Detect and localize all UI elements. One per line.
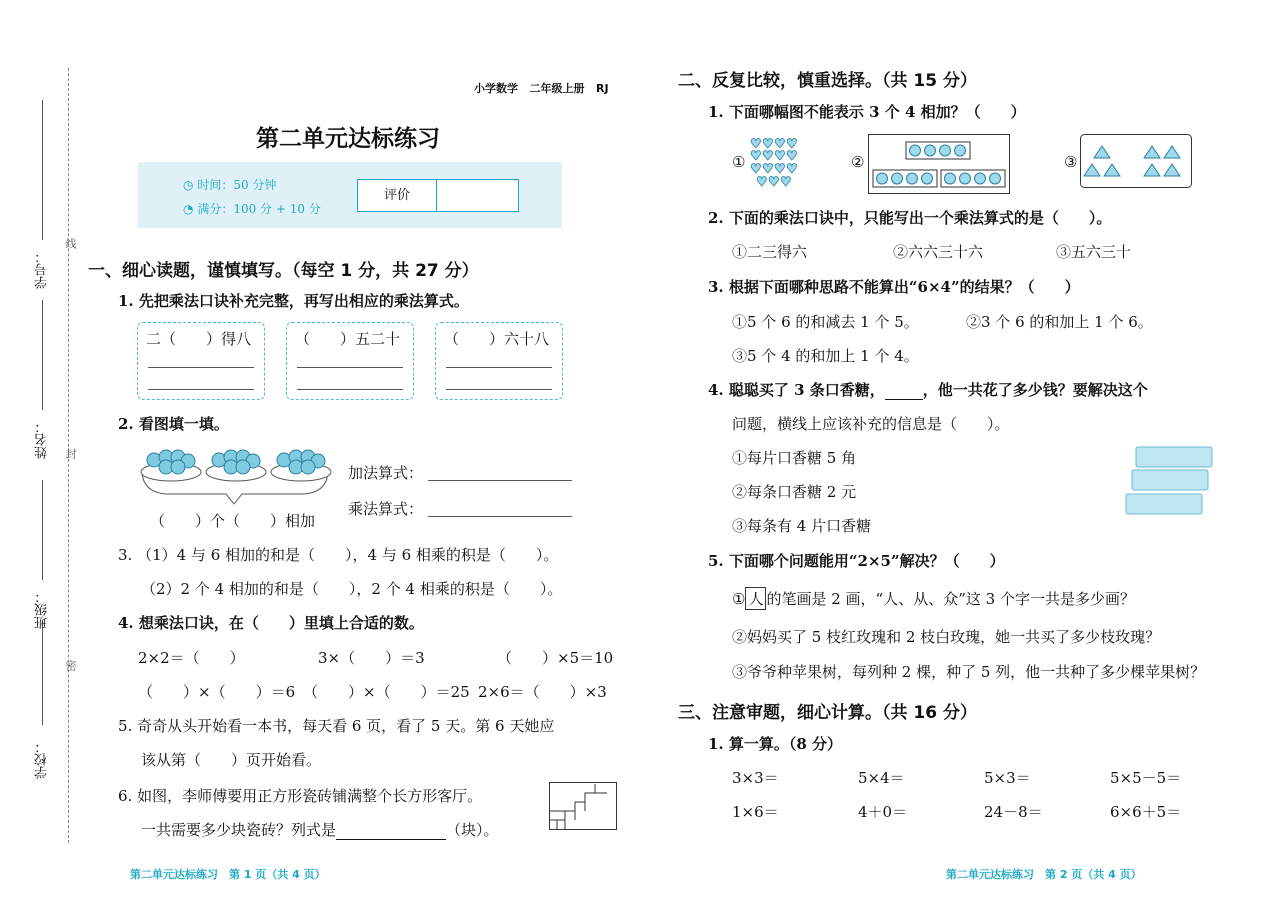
id-label: 学号： [35, 250, 50, 289]
calc-r2c4: 6×6＋5＝ [1110, 803, 1182, 821]
s2-q2-text: 2. 下面的乘法口诀中，只能写出一个乘法算式的是（ ）。 [708, 209, 1112, 227]
svg-text:♥: ♥ [756, 175, 768, 190]
s2-q5-opt1 [732, 587, 1135, 610]
svg-text:♥: ♥ [780, 175, 792, 190]
s2-q4-opt3: ③每条有 4 片口香糖 [732, 517, 872, 535]
svg-text:♥: ♥ [774, 149, 786, 164]
s1-q4-r2c2: （ ）×（ ）＝25 [303, 683, 470, 701]
s1-q6-line1: 6. 如图，李师傅要用正方形瓷砖铺满整个长方形客厅。 [118, 787, 483, 805]
section1-title: 一、细心读题，谨慎填写。（每空 1 分，共 27 分） [88, 261, 479, 281]
formula-box-3-text: （ ）六十八 [444, 330, 550, 348]
s2-q5-text: 5. 下面哪个问题能用“2×5”解决？（ ） [708, 552, 1005, 570]
formula-box-2-text: （ ）五二十 [295, 330, 401, 348]
formula-box-1-blank-2[interactable] [148, 389, 254, 390]
pear-plate-1 [141, 450, 201, 481]
svg-text:♥: ♥ [768, 175, 780, 190]
seal-mark-seal: 封 [64, 448, 77, 459]
class-blank[interactable] [42, 480, 43, 580]
s1-q3-line1: 3. （1）4 与 6 相加的和是（ ），4 与 6 相乘的积是（ ）。 [118, 546, 559, 564]
eval-blank[interactable] [437, 180, 518, 211]
gum-packs-illustration [1124, 444, 1216, 520]
section3-title: 三、注意审题，细心计算。（共 16 分） [678, 703, 977, 723]
s2-q5-opt1-num: ① [732, 590, 746, 608]
s3-q1-text: 1. 算一算。（8 分） [708, 735, 843, 753]
score-text: 满分：100 分 + 10 分 [197, 202, 321, 216]
s2-q3-text: 3. 根据下面哪种思路不能算出“6×4”的结果？（ ） [708, 278, 1080, 296]
calc-r2c1: 1×6＝ [732, 803, 779, 821]
s2-q4-line2: 问题，横线上应该补充的信息是（ ）。 [732, 415, 1010, 433]
s2-q5-opt3: ③爷爷种苹果树，每列种 2 棵，种了 5 列，他一共种了多少棵苹果树？ [732, 663, 1206, 681]
svg-text:♥: ♥ [750, 162, 762, 177]
s1-q4-r1c1: 2×2＝（ ） [138, 649, 245, 667]
s1-q3-line2: （2）2 个 4 相加的和是（ ），2 个 4 相乘的积是（ ）。 [141, 580, 563, 598]
eval-box [357, 179, 519, 212]
addition-label: 加法算式： [348, 464, 424, 482]
formula-box-2-blank-2[interactable] [297, 389, 403, 390]
svg-text:♥: ♥ [786, 149, 798, 164]
seal-mark-secret: 密 [64, 660, 77, 671]
svg-text:♥: ♥ [786, 137, 798, 152]
s1-q4-r2c1: （ ）×（ ）＝6 [138, 683, 296, 701]
s2-q4-line1 [708, 379, 1148, 400]
s1-q4-r1c2: 3×（ ）＝3 [318, 649, 425, 667]
s1-q6-line2 [141, 819, 499, 840]
s1-q6-line2-a: 一共需要多少块瓷砖？列式是 [141, 821, 337, 839]
svg-text:♥: ♥ [786, 162, 798, 177]
s2-q1-opt1-label: ① [732, 153, 746, 171]
s2-q5-opt1-text: 的笔画是 2 画，“人、从、众”这 3 个字一共是多少画？ [766, 590, 1135, 608]
name-label: 姓名： [35, 420, 50, 459]
pears-caption: （ ）个（ ）相加 [150, 512, 316, 530]
s2-q3-opt1: ①5 个 6 的和减去 1 个 5。 [732, 313, 919, 331]
footer-right: 第二单元达标练习 第 2 页（共 4 页） [946, 868, 1142, 881]
calc-r2c2: 4＋0＝ [858, 803, 908, 821]
s2-q1-opt3-label: ③ [1064, 153, 1078, 171]
ren-char-box: 人 [745, 587, 766, 610]
tile-room-diagram [549, 782, 617, 830]
svg-text:♥: ♥ [762, 149, 774, 164]
s2-q3-opt3: ③5 个 4 的和加上 1 个 4。 [732, 347, 919, 365]
multiplication-label: 乘法算式： [348, 500, 424, 518]
s2-q4-blank[interactable] [885, 381, 923, 400]
s1-q1-text: 1. 先把乘法口诀补充完整，再写出相应的乘法算式。 [118, 292, 469, 310]
s2-q4-opt1: ①每片口香糖 5 角 [732, 449, 857, 467]
seal-mark-line: 线 [64, 238, 77, 249]
clock-icon: ◷ [183, 178, 194, 192]
s1-q5-line2: 该从第（ ）页开始看。 [141, 751, 322, 769]
pear-plate-2 [206, 450, 266, 481]
edition-text: RJ [596, 82, 609, 95]
formula-box-3-blank-2[interactable] [446, 389, 552, 390]
svg-text:♥: ♥ [762, 137, 774, 152]
svg-text:♥: ♥ [750, 137, 762, 152]
triangles-illustration [1080, 134, 1192, 188]
eval-label: 评价 [358, 180, 437, 211]
grade-text: 二年级上册 [529, 82, 585, 95]
formula-box-2-blank-1[interactable] [297, 367, 403, 368]
calc-r1c1: 3×3＝ [732, 769, 779, 787]
formula-box-1-text: 二（ ）得八 [146, 330, 252, 348]
page-header [474, 80, 609, 96]
id-blank[interactable] [42, 100, 43, 240]
calc-r1c4: 5×5－5＝ [1110, 769, 1182, 787]
school-label: 学校： [35, 740, 50, 779]
pear-plate-3 [271, 450, 331, 481]
time-text: 时间：50 分钟 [197, 178, 277, 192]
school-blank[interactable] [42, 620, 43, 725]
formula-box-3 [435, 322, 563, 400]
s1-q4-text: 4. 想乘法口诀，在（ ）里填上合适的数。 [118, 614, 424, 632]
s2-q5-opt2: ②妈妈买了 5 枝红玫瑰和 2 枝白玫瑰，她一共买了多少枝玫瑰？ [732, 628, 1161, 646]
s2-q2-opt3: ③五六三十 [1056, 243, 1132, 261]
s2-q1-text: 1. 下面哪幅图不能表示 3 个 4 相加？（ ） [708, 103, 1026, 121]
s2-q4-line1-b: ，他一共花了多少钱？要解决这个 [922, 381, 1148, 399]
score-info [183, 200, 321, 217]
s1-q6-line2-b: （块）。 [446, 821, 499, 839]
svg-text:♥: ♥ [774, 162, 786, 177]
s2-q1-opt2-label: ② [851, 153, 865, 171]
s2-q2-opt2: ②六六三十六 [893, 243, 984, 261]
page-title: 第二单元达标练习 [256, 125, 440, 152]
s2-q2-opt1: ①二三得六 [732, 243, 808, 261]
class-label: 班级： [35, 590, 50, 629]
name-blank[interactable] [42, 300, 43, 410]
calc-r1c3: 5×3＝ [984, 769, 1031, 787]
formula-box-3-blank-1[interactable] [446, 367, 552, 368]
subject-text: 小学数学 [474, 82, 518, 95]
svg-text:♥: ♥ [762, 162, 774, 177]
s1-q4-r2c3: 2×6＝（ ）×3 [478, 683, 607, 701]
calc-r1c2: 5×4＝ [858, 769, 905, 787]
s1-q4-r1c3: （ ）×5＝10 [497, 649, 614, 667]
hearts-illustration [748, 136, 800, 192]
s2-q4-opt2: ②每条口香糖 2 元 [732, 483, 857, 501]
multiplication-blank[interactable] [428, 516, 572, 517]
footer-left: 第二单元达标练习 第 1 页（共 4 页） [130, 868, 326, 881]
smiley-boxes-illustration [868, 134, 1010, 194]
time-info [183, 176, 276, 193]
formula-box-1 [137, 322, 265, 400]
s1-q2-text: 2. 看图填一填。 [118, 415, 229, 433]
formula-box-2 [286, 322, 414, 400]
s2-q3-opt2: ②3 个 6 的和加上 1 个 6。 [966, 313, 1153, 331]
calc-r2c3: 24－8＝ [984, 803, 1043, 821]
s1-q6-blank[interactable] [336, 821, 446, 840]
pears-illustration [136, 440, 332, 506]
s1-q5-line1: 5. 奇奇从头开始看一本书，每天看 6 页，看了 5 天。第 6 天她应 [118, 717, 555, 735]
section2-title: 二、反复比较，慎重选择。（共 15 分） [678, 71, 977, 91]
formula-box-1-blank-1[interactable] [148, 367, 254, 368]
svg-text:♥: ♥ [774, 137, 786, 152]
addition-blank[interactable] [428, 480, 572, 481]
check-icon: ◔ [183, 202, 194, 216]
svg-text:♥: ♥ [750, 149, 762, 164]
s2-q4-line1-a: 4. 聪聪买了 3 条口香糖， [708, 381, 885, 399]
